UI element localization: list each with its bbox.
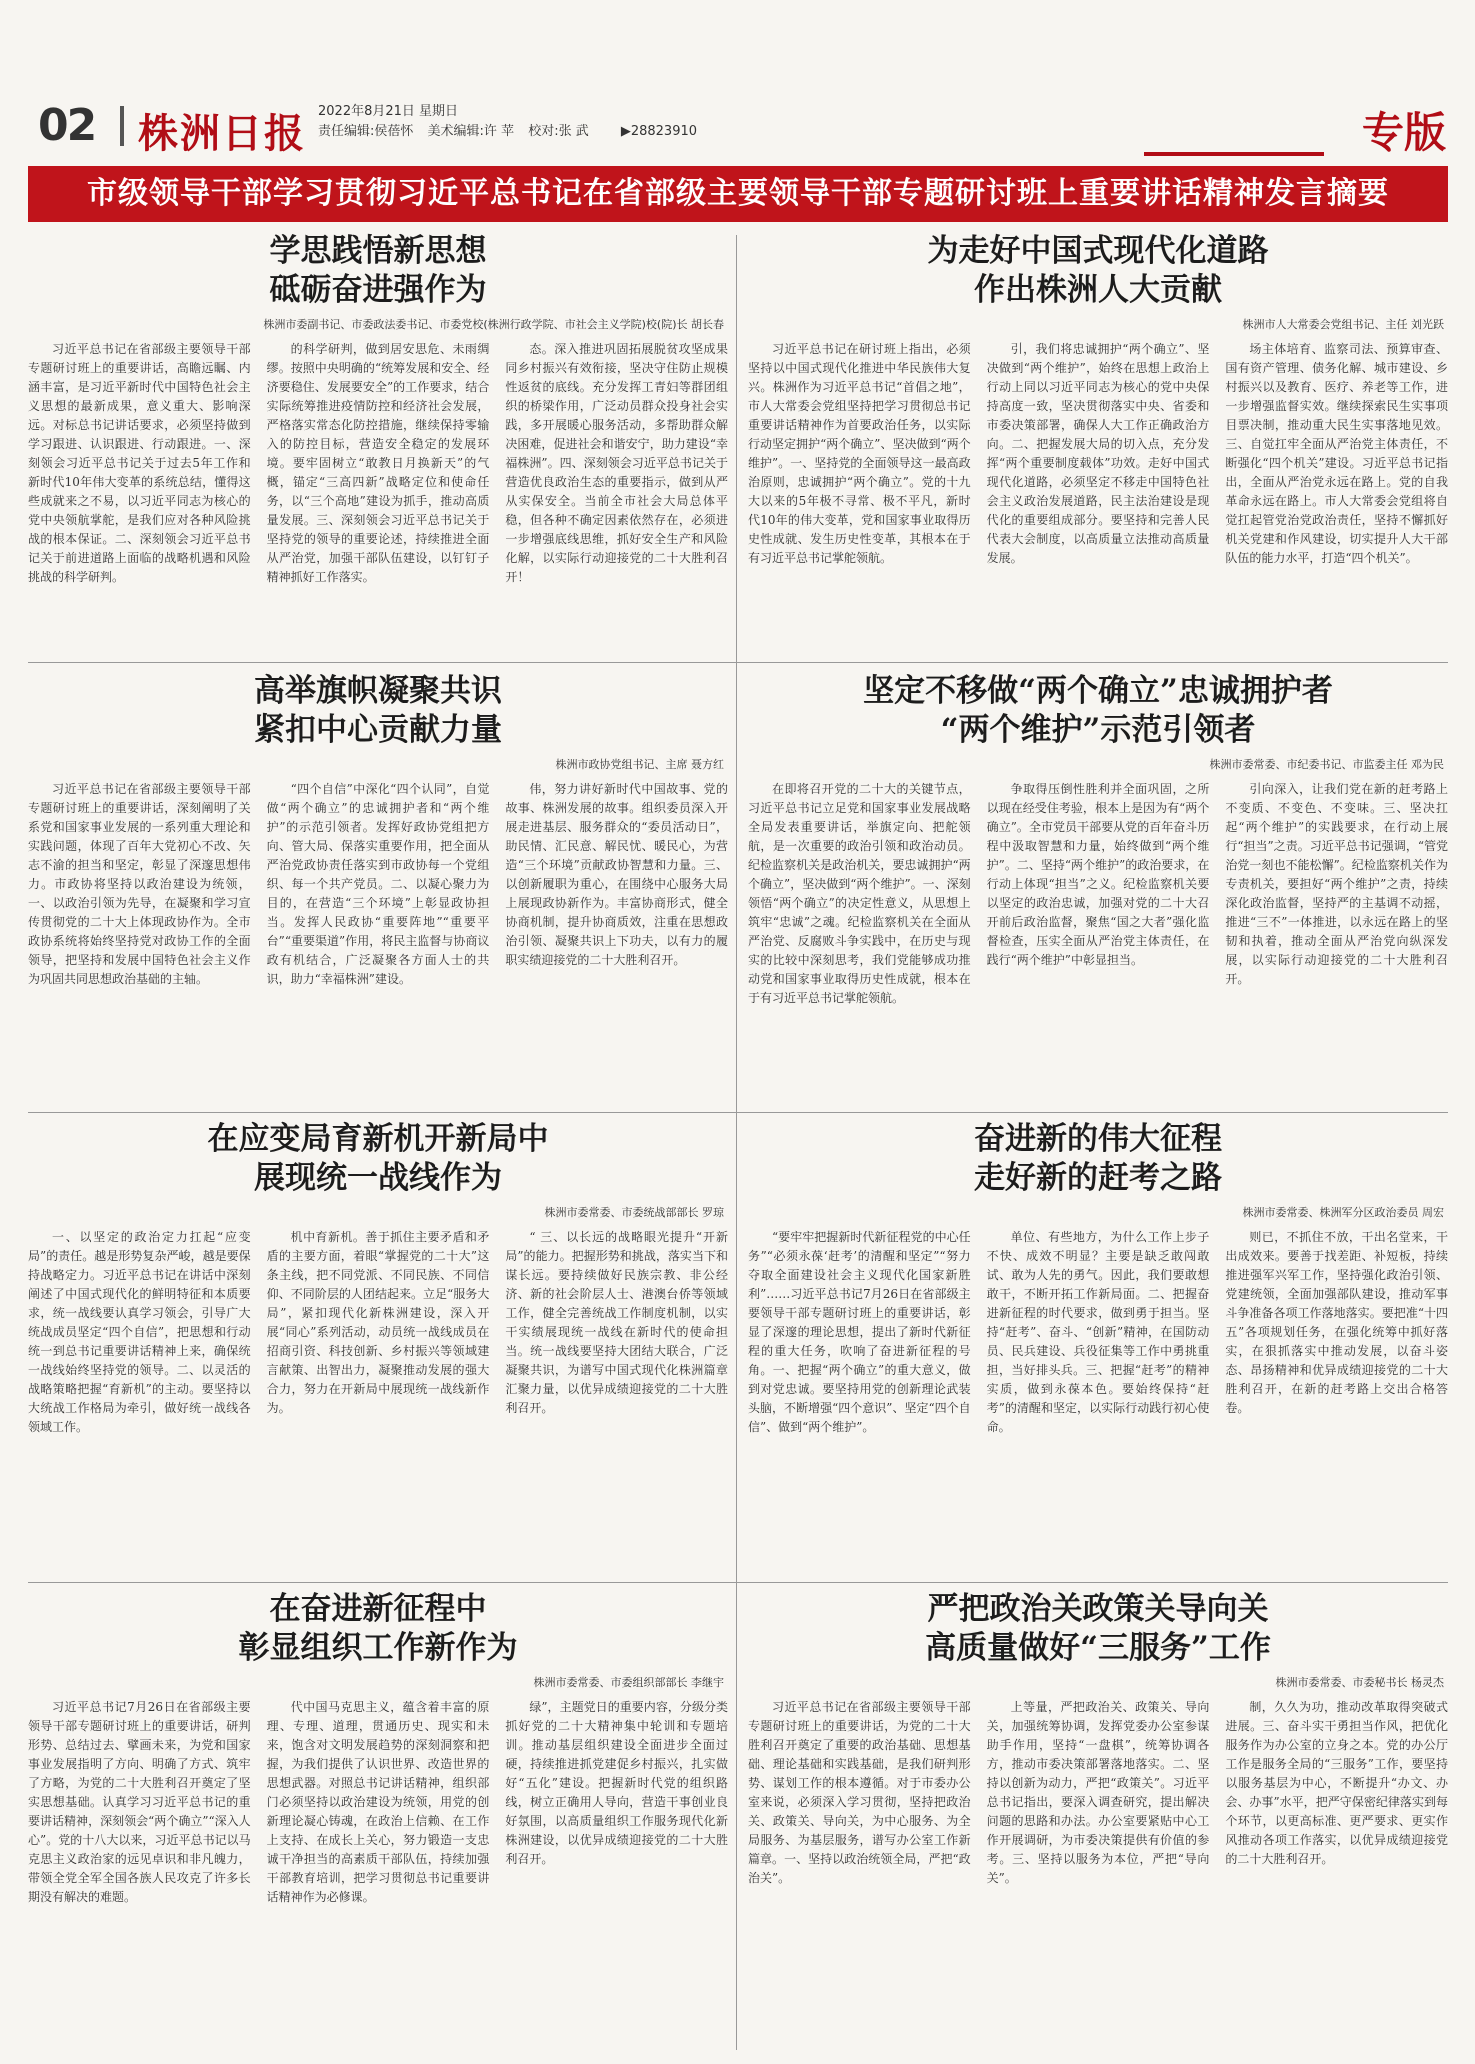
article-column (1225, 1228, 1448, 1573)
editor-credits (318, 122, 707, 142)
designer-credit: 美术编辑:许 苹 (427, 124, 515, 139)
article-column (748, 780, 971, 1100)
article-paragraph: 引向深入，让我们党在新的赶考路上不变质、不变色、不变味。三、坚决扛起“两个维护”的实践要求，在行动上展行“担当”之责。习近平总书记强调，“管党治党一刻也不能松懈”。纪检监察机关作为专责机关，要担好“两个维护”之责，持续深化政治监督，坚持严的主基调不动摇，推进“三不”一体推进，以永远在路上的坚韧和执着，推动全面从严治党向纵深发展，以实际行动迎接党的二十大胜利召开。 (1225, 782, 1449, 986)
article-body (28, 340, 728, 670)
article-body (748, 780, 1448, 1100)
article-column (505, 340, 728, 670)
article-column (748, 1698, 971, 2053)
article-1 (28, 232, 728, 670)
article-paragraph: “要牢牢把握新时代新征程党的中心任务”“必须永葆‘赶考’的清醒和坚定”“努力夺取全面建设社会主义现代化国家新胜利”……习近平总书记7月26日在省部级主要领导干部专题研讨班上的重要讲话，彰显了深邃的理论思想，提出了新时代新征程的重大任务，吹响了奋进新征程的号角。一、把握“两个确立”的重大意义，做到对党忠诚。要坚持用党的创新理论武装头脑，不断增强“四个意识”、坚定“四个自信”、做到“两个维护”。 (748, 1230, 971, 1434)
article-paragraph: 习近平总书记在省部级主要领导干部专题研讨班上的重要讲话，为党的二十大胜利召开奠定了重要的政治基础、思想基础、理论基础和实践基础，是我们研判形势、谋划工作的根本遵循。对于市委办公室来说，必须深入学习贯彻，坚持把政治关、政策关、导向关，为中心服务、为全局服务、为基层服务，谱写办公室工作新篇章。一、坚持以政治统领全局，严把“政治关”。 (748, 1700, 971, 1885)
article-2 (748, 232, 1448, 670)
article-column (1225, 1698, 1448, 2053)
article-title-line2: 彰显组织工作新作为 (238, 1630, 518, 1666)
article-paragraph: 习近平总书记在省部级主要领导干部专题研讨班上的重要讲话，深刻阐明了关系党和国家事业发展的一系列重大理论和实践问题，体现了百年大党初心不改、矢志不渝的担当和坚定，彰显了深邃思想伟力。市政协将坚持以政治建设为统领，一、以政治引领为先导，在凝聚和学习宣传贯彻党的二十大上体现政协作为。全市政协系统将始终坚持党对政协工作的全面领导，把坚持和发展中国特色社会主义作为巩固共同思想政治基础的主轴。 (28, 782, 251, 986)
article-body (28, 1228, 728, 1573)
article-body (748, 340, 1448, 670)
article-title-line2: “两个维护”示范引领者 (940, 712, 1256, 748)
row-divider-3 (28, 1582, 1448, 1583)
hotline-number: ▶28823910 (620, 124, 698, 139)
article-column (28, 780, 251, 1100)
article-title-line1: 高举旗帜凝聚共识 (254, 673, 502, 709)
article-byline: 株洲市人大常委会党组书记、主任 刘光跃 (1242, 318, 1444, 331)
article-column (987, 780, 1210, 1100)
article-column (748, 340, 971, 670)
article-column (28, 340, 251, 670)
article-column (28, 1698, 251, 2053)
article-5 (28, 1120, 728, 1573)
article-column (267, 340, 490, 670)
article-paragraph: 引，我们将忠诚拥护“两个确立”、坚决做到“两个维护”，始终在思想上政治上行动上同以习近平同志为核心的党中央保持高度一致，坚决贯彻落实中央、省委和市委决策部署，确保人大工作正确政治方向。二、把握发展大局的切入点，充分发挥“两个重要制度载体”功效。走好中国式现代化道路，必须坚定不移走中国特色社会主义政治发展道路，民主法治建设是现代化的重要组成部分。要坚持和完善人民代表大会制度，以高质量立法推动高质量发展。 (986, 342, 1210, 565)
article-paragraph: 则已，不抓住不放，干出名堂来，干出成效来。要善于找差距、补短板，持续推进强军兴军工作，坚持强化政治引领、党建统领，全面加强部队建设，推动军事斗争准备各项工作落地落实。要把准“十四五”各项规划任务，在强化统筹中抓好落实，在狠抓落实中推动发展，以奋斗姿态、昂扬精神和优异成绩迎接党的二十大胜利召开，在新的赶考路上交出合格答卷。 (1225, 1230, 1449, 1415)
editor-credit: 责任编辑:侯蓓怀 (318, 124, 414, 139)
article-byline: 株洲市委常委、市纪委书记、市监委主任 邓为民 (1209, 758, 1444, 771)
proofreader-credit: 校对:张 武 (528, 124, 589, 139)
article-column (505, 1228, 728, 1573)
article-title-line1: 严把政治关政策关导向关 (927, 1591, 1269, 1627)
article-4 (748, 672, 1448, 1100)
article-byline: 株洲市政协党组书记、主席 聂方红 (555, 758, 724, 771)
article-paragraph: 一、以坚定的政治定力扛起“应变局”的责任。越是形势复杂严峻，越是要保持战略定力。习近平总书记在讲话中深刻阐述了中国式现代化的鲜明特征和本质要求，统一战线要认真学习领会，引导广大统战成员坚定“四个自信”，把思想和行动统一到总书记重要讲话精神上来，确保统一战线始终坚持党的领导。二、以灵活的战略策略把握“育新机”的主动。要坚持以大统战工作格局为牵引，做好统一战线各领域工作。 (28, 1230, 251, 1434)
article-paragraph: 场主体培育、监察司法、预算审查、国有资产管理、债务化解、城市建设、乡村振兴以及教育、医疗、养老等工作，进一步增强监督实效。继续探索民生实事项目票决制，推动重大民生实事落地见效。三、自觉扛牢全面从严治党主体责任，不断强化“四个机关”建设。习近平总书记指出，全面从严治党永远在路上。党的自我革命永远在路上。市人大常委会党组将自觉扛起管党治党政治责任，坚持不懈抓好机关党建和作风建设，切实提升人大干部队伍的能力水平，打造“四个机关”。 (1225, 342, 1449, 565)
article-title-line2: 高质量做好“三服务”工作 (925, 1630, 1271, 1666)
masthead (28, 100, 1448, 162)
article-body (28, 1698, 728, 2053)
article-title-line2: 砥砺奋进强作为 (269, 272, 487, 308)
article-title-line2: 紧扣中心贡献力量 (254, 712, 502, 748)
masthead-divider (120, 106, 124, 146)
article-paragraph: 制，久久为功，推动改革取得突破式进展。三、奋斗实干勇担当作风，把优化服务作为办公室的立身之本。党的办公厅工作是服务全局的“三服务”工作，要坚持以服务基层为中心，不断提升“办文、办会、办事”水平，把严守保密纪律落实到每个环节，以更高标准、更严要求、更实作风推动各项工作落实，以优异成绩迎接党的二十大胜利召开。 (1225, 1700, 1449, 1866)
page-number: 02 (38, 100, 96, 151)
article-paragraph: “四个自信”中深化“四个认同”，自觉做“两个确立”的忠诚拥护者和“两个维护”的示范引领者。发挥好政协党组把方向、管大局、保落实重要作用，把全面从严治党政协责任落实到市政协每一个党组织、每一个共产党员。二、以凝心聚力为目的，在营造“三个环境”上彰显政协担当。发挥人民政协“重要阵地”“重要平台”“重要渠道”作用，将民主监督与协商议政有机结合，广泛凝聚各方面人士的共识，助力“幸福株洲”建设。 (266, 782, 490, 986)
article-column (987, 1228, 1210, 1573)
article-title-line1: 在奋进新征程中 (269, 1591, 487, 1627)
section-label: 专版 (1361, 108, 1446, 157)
article-column (1225, 340, 1448, 670)
article-body (28, 780, 728, 1100)
article-paragraph: 上等量，严把政治关、政策关、导向关，加强统筹协调，发挥党委办公室参谋助手作用，坚持“一盘棋”，统筹协调各方，推动市委决策部署落地落实。二、坚持以创新为动力，严把“政策关”。习近平总书记指出，要深入调查研究，提出解决问题的思路和办法。办公室要紧贴中心工作开展调研，为市委决策提供有价值的参考。三、坚持以服务为本位，严把“导向关”。 (986, 1700, 1210, 1885)
article-3 (28, 672, 728, 1100)
row-divider-2 (28, 1112, 1448, 1113)
article-paragraph: 习近平总书记7月26日在省部级主要领导干部专题研讨班上的重要讲话，研判形势、总结过去、擘画未来，为党和国家事业发展指明了方向、明确了方式、筑牢了方略，为党的二十大胜利召开奠定了坚实思想基础。认真学习习近平总书记的重要讲话精神，深刻领会“两个确立”“深入人心”。党的十八大以来，习近平总书记以马克思主义政治家的远见卓识和非凡魄力，带领全党全军全国各族人民攻克了许多长期没有解决的难题。 (28, 1700, 251, 1904)
article-body (748, 1698, 1448, 2053)
article-byline: 株洲市委副书记、市委政法委书记、市委党校(株洲行政学院、市社会主义学院)校(院)长 胡长春 (263, 318, 724, 331)
article-title-line1: 坚定不移做“两个确立”忠诚拥护者 (863, 673, 1333, 709)
article-column (505, 780, 728, 1100)
article-column (267, 1698, 490, 2053)
article-column (987, 340, 1210, 670)
article-column (267, 780, 490, 1100)
masthead-meta (318, 102, 707, 142)
article-7 (28, 1590, 728, 2053)
article-column (505, 1698, 728, 2053)
article-title-line1: 在应变局育新机开新局中 (207, 1121, 549, 1157)
column-divider (736, 235, 737, 2050)
article-8 (748, 1590, 1448, 2053)
article-paragraph: 绿”，主题党日的重要内容，分级分类抓好党的二十大精神集中轮训和专题培训。推动基层组织建设全面进步全面过硬，持续推进抓党建促乡村振兴，扎实做好“五化”建设。把握新时代党的组织路线，树立正确用人导向，营造干事创业良好氛围，以高质量组织工作服务现代化新株洲建设，以优异成绩迎接党的二十大胜利召开。 (505, 1700, 729, 1866)
article-byline: 株洲市委常委、市委统战部部长 罗琼 (544, 1206, 724, 1219)
article-column (987, 1698, 1210, 2053)
article-6 (748, 1120, 1448, 1573)
article-paragraph: 伟，努力讲好新时代中国故事、党的故事、株洲发展的故事。组织委员深入开展走进基层、服务群众的“委员活动日”，助民情、汇民意、解民忧、暖民心，为营造“三个环境”贡献政协智慧和力量。三、以创新履职为重心，在围绕中心服务大局上展现政协新作为。丰富协商形式，健全协商机制，提升协商质效，注重在思想政治引领、凝聚共识上下功夫，以有力的履职实绩迎接党的二十大胜利召开。 (505, 782, 729, 967)
article-title-line1: 奋进新的伟大征程 (974, 1121, 1222, 1157)
newspaper-logo: 株洲日报 (138, 110, 306, 157)
article-column (748, 1228, 971, 1573)
article-byline: 株洲市委常委、市委秘书长 杨灵杰 (1275, 1676, 1444, 1689)
article-byline: 株洲市委常委、市委组织部部长 李继宇 (533, 1676, 724, 1689)
article-title-line2: 走好新的赶考之路 (974, 1160, 1222, 1196)
article-column (28, 1228, 251, 1573)
article-paragraph: 机中育新机。善于抓住主要矛盾和矛盾的主要方面，着眼“掌握党的二十大”这条主线，把不同党派、不同民族、不同信仰、不同阶层的人团结起来。立足“服务大局”，紧扣现代化新株洲建设，深入开展“同心”系列活动，动员统一战线成员在招商引资、科技创新、乡村振兴等领域建言献策、出智出力，凝聚推动发展的强大合力，努力在开新局中展现统一战线新作为。 (266, 1230, 490, 1415)
article-title-line2: 作出株洲人大贡献 (974, 272, 1222, 308)
issue-date: 2022年8月21日 星期日 (318, 104, 459, 119)
article-body (748, 1228, 1448, 1573)
article-column (1225, 780, 1448, 1100)
article-paragraph: 习近平总书记在省部级主要领导干部专题研讨班上的重要讲话，高瞻远瞩、内涵丰富，是习近平新时代中国特色社会主义思想的最新成果，意义重大、影响深远。对标总书记讲话要求，必须坚持做到学习跟进、认识跟进、行动跟进。一、深刻领会习近平总书记关于过去5年工作和新时代10年伟大变革的系统总结，懂得这些成就来之不易，以习近平同志为核心的党中央领航掌舵，是我们应对各种风险挑战的根本保证。二、深刻领会习近平总书记关于前进道路上面临的战略机遇和风险挑战的科学研判。 (28, 342, 251, 584)
article-paragraph: 争取得压倒性胜利并全面巩固，之所以现在经受住考验，根本上是因为有“两个确立”。全市党员干部要从党的百年奋斗历程中汲取智慧和力量，始终做到“两个维护”。二、坚持“两个维护”的政治要求，在行动上体现“担当”之义。纪检监察机关要以坚定的政治忠诚，加强对党的二十大召开前后政治监督，聚焦“国之大者”强化监督检查，压实全面从严治党主体责任，在践行“两个维护”中彰显担当。 (986, 782, 1210, 967)
article-paragraph: 的科学研判，做到居安思危、未雨绸缪。按照中央明确的“统筹发展和安全、经济要稳住、发展要安全”的工作要求，结合实际统筹推进疫情防控和经济社会发展，严格落实常态化防控措施，继续保持零输入的防控目标，营造安全稳定的发展环境。要牢固树立“敢教日月换新天”的气概，锚定“三高四新”战略定位和使命任务，以“三个高地”建设为抓手，推动高质量发展。三、深刻领会习近平总书记关于坚持党的领导的重要论述，持续推进全面从严治党，加强干部队伍建设，以钉钉子精神抓好工作落实。 (266, 342, 490, 584)
article-byline: 株洲市委常委、株洲军分区政治委员 周宏 (1242, 1206, 1444, 1219)
article-paragraph: 态。深入推进巩固拓展脱贫攻坚成果同乡村振兴有效衔接，坚决守住防止规模性返贫的底线。充分发挥工青妇等群团组织的桥梁作用，广泛动员群众投身社会实践，多开展暖心服务活动，多帮助群众解决困难，促进社会和谐安宁，助力建设“幸福株洲”。四、深刻领会习近平总书记关于营造优良政治生态的重要指示，做到从严从实保安全。当前全市社会大局总体平稳，但各种不确定因素依然存在，必须进一步增强底线思维，抓好安全生产和风险化解，以实际行动迎接党的二十大胜利召开！ (505, 342, 729, 584)
article-title-line1: 为走好中国式现代化道路 (927, 233, 1269, 269)
article-paragraph: 代中国马克思主义，蕴含着丰富的原理、专理、道理，贯通历史、现实和未来，饱含对文明发展趋势的深刻洞察和把握，为我们提供了认识世界、改造世界的思想武器。对照总书记讲话精神，组织部门必须坚持以政治建设为统领，用党的创新理论凝心铸魂，在政治上信赖、在工作上支持、在成长上关心，努力锻造一支忠诚干净担当的高素质干部队伍，持续加强干部教育培训，把学习贯彻总书记重要讲话精神作为必修课。 (266, 1700, 490, 1904)
page-banner-headline: 市级领导干部学习贯彻习近平总书记在省部级主要领导干部专题研讨班上重要讲话精神发言摘要 (28, 166, 1448, 222)
article-title-line1: 学思践悟新思想 (269, 233, 487, 269)
article-paragraph: “ 三、以长远的战略眼光提升“开新局”的能力。把握形势和挑战，落实当下和谋长远。要持续做好民族宗教、非公经济、新的社会阶层人士、港澳台侨等领域工作，健全完善统战工作制度机制，以实干实绩展现统一战线在新时代的使命担当。统一战线要坚持大团结大联合，广泛凝聚共识，为谱写中国式现代化株洲篇章汇聚力量，以优异成绩迎接党的二十大胜利召开。 (505, 1230, 729, 1415)
article-column (267, 1228, 490, 1573)
article-title-line2: 展现统一战线作为 (254, 1160, 502, 1196)
article-paragraph: 在即将召开党的二十大的关键节点，习近平总书记立足党和国家事业发展战略全局发表重要讲话，举旗定向、把舵领航，是一次重要的政治引领和政治动员。纪检监察机关是政治机关，要忠诚拥护“两个确立”，坚决做到“两个维护”。一、深刻领悟“两个确立”的决定性意义，从思想上筑牢“忠诚”之魂。纪检监察机关在全面从严治党、反腐败斗争实践中，在历史与现实的比较中深刻思考，我们党能够成功推动党和国家事业取得历史性成就，根本在于有习近平总书记掌舵领航。 (748, 782, 971, 1005)
article-paragraph: 习近平总书记在研讨班上指出，必须坚持以中国式现代化推进中华民族伟大复兴。株洲作为习近平总书记“首倡之地”，市人大常委会党组坚持把学习贯彻总书记重要讲话精神作为首要政治任务，以实际行动坚定拥护“两个确立”、坚决做到“两个维护”。一、坚持党的全面领导这一最高政治原则，忠诚拥护“两个确立”。党的十九大以来的5年极不寻常、极不平凡，新时代10年的伟大变革，党和国家事业取得历史性成就、发生历史性变革，其根本在于有习近平总书记掌舵领航。 (748, 342, 971, 565)
article-paragraph: 单位、有些地方，为什么工作上步子不快、成效不明显？主要是缺乏敢闯敢试、敢为人先的勇气。因此，我们要敢想敢干，不断开拓工作新局面。二、把握奋进新征程的时代要求，做到勇于担当。坚持“赶考”、奋斗、“创新”精神，在国防动员、民兵建设、兵役征集等工作中勇挑重担，当好排头兵。三、把握“赶考”的精神实质，做到永葆本色。要始终保持“赶考”的清醒和坚定，以实际行动践行初心使命。 (986, 1230, 1210, 1434)
masthead-accent-line (1144, 152, 1324, 156)
